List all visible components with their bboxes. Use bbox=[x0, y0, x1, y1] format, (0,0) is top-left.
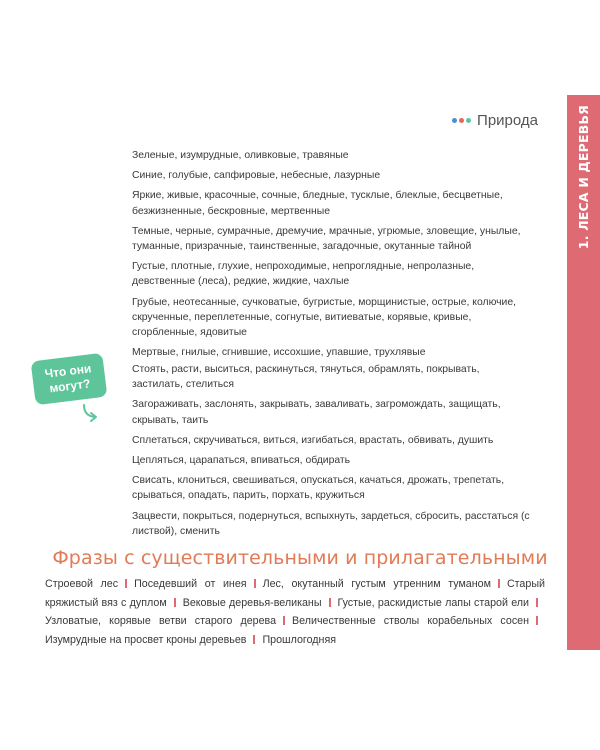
section-title: Природа bbox=[477, 112, 538, 129]
adjective-line: Яркие, живые, красочные, сочные, бледные, тусклые, блеклые, бесцветные, безжизненные, бескровные, мертвенные bbox=[132, 190, 503, 217]
phrases-title: Фразы с существительными и прилагательными bbox=[52, 547, 548, 569]
verb-line: Загораживать, заслонять, закрывать, заваливать, загромождать, защищать, скрывать, таить bbox=[132, 399, 501, 426]
phrase: Величественные стволы корабельных сосен bbox=[292, 615, 530, 628]
separator bbox=[498, 579, 500, 588]
verb-line: Стоять, расти, выситься, раскинуться, тянуться, обрамлять, покрывать, застилать, стелиться bbox=[132, 364, 480, 391]
adjective-line: Синие, голубые, сапфировые, небесные, лазурные bbox=[132, 170, 381, 182]
verb-line: Сплетаться, скручиваться, виться, изгибаться, врастать, обвивать, душить bbox=[132, 434, 494, 446]
adjectives-list bbox=[132, 148, 532, 365]
separator bbox=[253, 635, 255, 644]
verb-line: Цепляться, царапаться, впиваться, обдирать bbox=[132, 455, 351, 467]
phrase: Изумрудные на просвет кроны деревьев bbox=[45, 633, 247, 646]
curved-arrow-icon bbox=[80, 402, 102, 424]
separator bbox=[329, 598, 331, 607]
phrase: Строевой лес bbox=[45, 578, 119, 590]
dot-blue bbox=[452, 118, 457, 123]
phrases-paragraph bbox=[45, 575, 545, 649]
verb-line: Зацвести, покрыться, подернуться, вспыхнуть, зардеться, сбросить, расстаться (с листвой), сменить bbox=[132, 510, 530, 537]
adjective-line: Грубые, неотесанные, сучковатые, бугристые, морщинистые, острые, колючие, скрученные, переплетенные, согнутые, витиеватые, корявые, кривые, сгорбленные, ядовитые bbox=[132, 296, 517, 339]
phrase: Узловатые, корявые ветви старого дерева bbox=[45, 615, 277, 628]
separator bbox=[254, 579, 256, 588]
phrase: Вековые деревья-великаны bbox=[182, 596, 322, 609]
phrase: Лес, окутанный густым утренним туманом bbox=[262, 578, 491, 590]
separator bbox=[125, 579, 127, 588]
separator bbox=[174, 598, 176, 607]
section-header bbox=[452, 112, 538, 129]
dot-red bbox=[459, 118, 464, 123]
adjective-line: Густые, плотные, глухие, непроходимые, непроглядные, непролазные, девственные (леса), редкие, жидкие, чахлые bbox=[132, 261, 475, 288]
adjective-line: Темные, черные, сумрачные, дремучие, мрачные, угрюмые, зловещие, унылые, туманные, призрачные, таинственные, загадочные, окутанные тайной bbox=[132, 225, 521, 253]
adjective-line: Мертвые, гнилые, сгнившие, иссохшие, упавшие, трухлявые bbox=[132, 347, 426, 359]
side-tab-label: 1. ЛЕСА И ДЕРЕВЬЯ bbox=[576, 105, 591, 250]
phrase: Прошлогодняя bbox=[262, 633, 337, 646]
dots-icon bbox=[452, 118, 471, 123]
dot-green bbox=[466, 118, 471, 123]
separator bbox=[536, 598, 538, 607]
separator bbox=[283, 616, 285, 625]
adjective-line: Зеленые, изумрудные, оливковые, травяные bbox=[132, 150, 349, 161]
badge-line-2: могут? bbox=[48, 376, 92, 396]
verb-line: Свисать, клониться, свешиваться, опускаться, качаться, дрожать, трепетать, срываться, опадать, парить, порхать, кружиться bbox=[132, 475, 505, 502]
phrase: Старый кряжистый вяз с дуплом bbox=[45, 578, 545, 609]
phrase: Густые, раскидистые лапы старой ели bbox=[337, 596, 529, 609]
badge-line-1: Что они bbox=[43, 361, 93, 381]
phrase: Поседевший от инея bbox=[134, 578, 247, 590]
what-can-they-do-badge bbox=[31, 353, 108, 405]
separator bbox=[536, 616, 538, 625]
verbs-list bbox=[132, 362, 532, 544]
